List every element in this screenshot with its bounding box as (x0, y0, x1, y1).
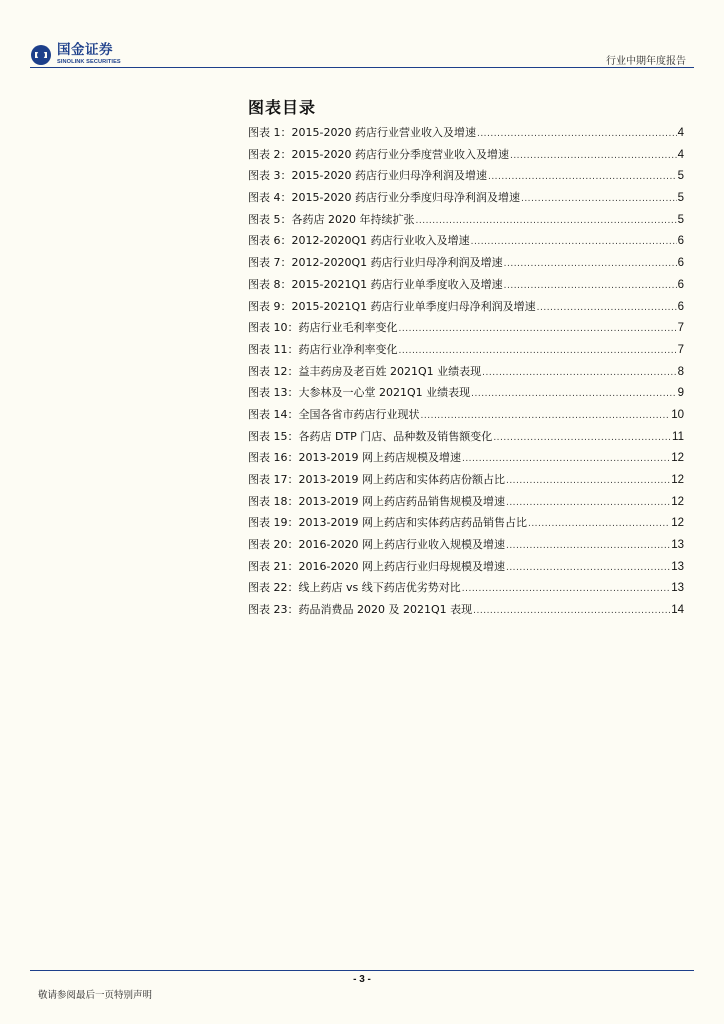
toc-entry[interactable] (248, 534, 684, 556)
toc-entry-page: 12 (671, 495, 684, 508)
toc-entry[interactable] (248, 144, 684, 166)
toc-entry-page: 7 (677, 343, 684, 356)
toc-leader-dots (471, 384, 676, 406)
toc-leader-dots (506, 493, 670, 515)
logo-chinese-name: 国金证券 (57, 42, 113, 59)
toc-leader-dots (506, 558, 670, 580)
toc-leader-dots (462, 449, 670, 471)
toc-entry-page: 5 (677, 170, 684, 183)
toc-entry-page: 7 (677, 322, 684, 335)
toc-entry-label: 图表 11：药店行业净利率变化 (248, 342, 398, 356)
toc-entry-label: 图表 19：2013-2019 网上药店和实体药店药品销售占比 (248, 516, 527, 530)
toc-leader-dots (482, 363, 676, 385)
toc-entry-page: 5 (677, 192, 684, 205)
toc-entry[interactable] (248, 122, 684, 144)
toc-leader-dots (462, 579, 670, 601)
toc-entry-label: 图表 9：2015-2021Q1 药店行业单季度归母净利润及增速 (248, 299, 536, 313)
footer-divider (30, 970, 694, 971)
toc-entry-label: 图表 20：2016-2020 网上药店行业收入规模及增速 (248, 538, 505, 552)
toc-entry-label: 图表 18：2013-2019 网上药店药品销售规模及增速 (248, 494, 505, 508)
toc-entry-page: 12 (671, 474, 684, 486)
toc-entry-label: 图表 8：2015-2021Q1 药店行业单季度收入及增速 (248, 277, 503, 291)
page-header (0, 0, 724, 70)
toc-entry-label: 图表 2：2015-2020 药店行业分季度营业收入及增速 (248, 147, 509, 161)
toc-leader-dots (421, 406, 671, 428)
toc-entry[interactable] (248, 556, 684, 578)
toc-entry[interactable] (248, 426, 684, 448)
toc-entry[interactable] (248, 491, 684, 513)
toc-entry-page: 11 (672, 430, 684, 443)
toc-leader-dots (488, 167, 677, 189)
toc-entry-label: 图表 7：2012-2020Q1 药店行业归母净利润及增速 (248, 256, 503, 270)
toc-entry-label: 图表 6：2012-2020Q1 药店行业收入及增速 (248, 234, 470, 248)
toc-entry[interactable] (248, 317, 684, 339)
toc-entry-page: 12 (671, 517, 684, 530)
toc-entry-page: 5 (677, 213, 684, 226)
toc-entry[interactable] (248, 252, 684, 274)
toc-entry-page: 8 (677, 365, 684, 378)
toc-entry-page: 6 (677, 278, 684, 291)
company-logo (30, 41, 121, 69)
toc-leader-dots (399, 341, 677, 363)
toc-entry[interactable] (248, 512, 684, 534)
toc-entry[interactable] (248, 165, 684, 187)
toc-entry-page: 13 (671, 560, 684, 573)
toc-leader-dots (493, 428, 671, 450)
toc-leader-dots (399, 319, 677, 341)
toc-entry[interactable] (248, 230, 684, 252)
page-number: - 3 - (353, 974, 371, 985)
toc-entry-label: 图表 16：2013-2019 网上药店规模及增速 (248, 451, 461, 465)
header-divider (30, 67, 694, 68)
toc-leader-dots (415, 211, 676, 233)
toc-entry-label: 图表 3：2015-2020 药店行业归母净利润及增速 (248, 169, 487, 183)
toc-entry-page: 13 (671, 539, 684, 552)
toc-entry[interactable] (248, 187, 684, 209)
toc-leader-dots (504, 254, 677, 276)
toc-entry[interactable] (248, 339, 684, 361)
toc-entry[interactable] (248, 209, 684, 231)
sinolink-logo-icon (30, 44, 52, 66)
toc-entry[interactable] (248, 577, 684, 599)
toc-entry-label: 图表 4：2015-2020 药店行业分季度归母净利润及增速 (248, 191, 520, 205)
toc-entry[interactable] (248, 404, 684, 426)
toc-leader-dots (521, 189, 677, 211)
toc-entry-page: 6 (677, 257, 684, 270)
toc-leader-dots (537, 298, 677, 320)
toc-entry-label: 图表 22：线上药店 vs 线下药店优劣势对比 (248, 581, 461, 595)
toc-leader-dots (506, 471, 670, 493)
footer-disclaimer: 敬请参阅最后一页特别声明 (38, 990, 153, 1001)
toc-entry-label: 图表 15：各药店 DTP 门店、品种数及销售额变化 (248, 429, 493, 443)
toc-entry[interactable] (248, 447, 684, 469)
toc-entry[interactable] (248, 469, 684, 491)
toc-entry-page: 6 (677, 235, 684, 248)
toc-entry-page: 4 (677, 148, 684, 161)
toc-leader-dots (504, 276, 677, 298)
toc-entry-label: 图表 21：2016-2020 网上药店行业归母规模及增速 (248, 559, 505, 573)
toc-entry[interactable] (248, 382, 684, 404)
report-type: 行业中期年度报告 (606, 56, 686, 67)
toc-entry-page: 9 (677, 387, 684, 400)
toc-entry-page: 12 (671, 452, 684, 465)
toc-entry-label: 图表 23：药品消费品 2020 及 2021Q1 表现 (248, 603, 473, 617)
toc-leader-dots (477, 124, 677, 146)
toc-entry-label: 图表 17：2013-2019 网上药店和实体药店份额占比 (248, 473, 505, 486)
toc-leader-dots (506, 536, 670, 558)
toc-entry-page: 4 (677, 127, 684, 139)
toc-entry-page: 14 (671, 604, 684, 617)
toc-entry[interactable] (248, 599, 684, 621)
toc-entry-label: 图表 5：各药店 2020 年持续扩张 (248, 212, 415, 226)
toc-entry-page: 10 (671, 408, 684, 421)
toc-entry[interactable] (248, 296, 684, 318)
toc-entry-label: 图表 1：2015-2020 药店行业营业收入及增速 (248, 126, 476, 139)
toc-entry-label: 图表 12：益丰药房及老百姓 2021Q1 业绩表现 (248, 364, 482, 378)
toc-entry-label: 图表 13：大参林及一心堂 2021Q1 业绩表现 (248, 386, 471, 400)
toc-leader-dots (510, 146, 677, 168)
toc-entry-page: 13 (671, 582, 684, 595)
toc-leader-dots (473, 601, 670, 623)
toc-entry-page: 6 (677, 300, 684, 313)
toc-entry-label: 图表 14：全国各省市药店行业现状 (248, 407, 420, 421)
toc-title: 图表目录 (248, 98, 317, 117)
toc-leader-dots (471, 232, 677, 254)
toc-leader-dots (528, 514, 670, 536)
toc-entry[interactable] (248, 274, 684, 296)
toc-entry[interactable] (248, 361, 684, 383)
toc-list (248, 122, 684, 621)
toc-entry-label: 图表 10：药店行业毛利率变化 (248, 321, 398, 335)
logo-english-name: SINOLINK SECURITIES (57, 58, 121, 65)
